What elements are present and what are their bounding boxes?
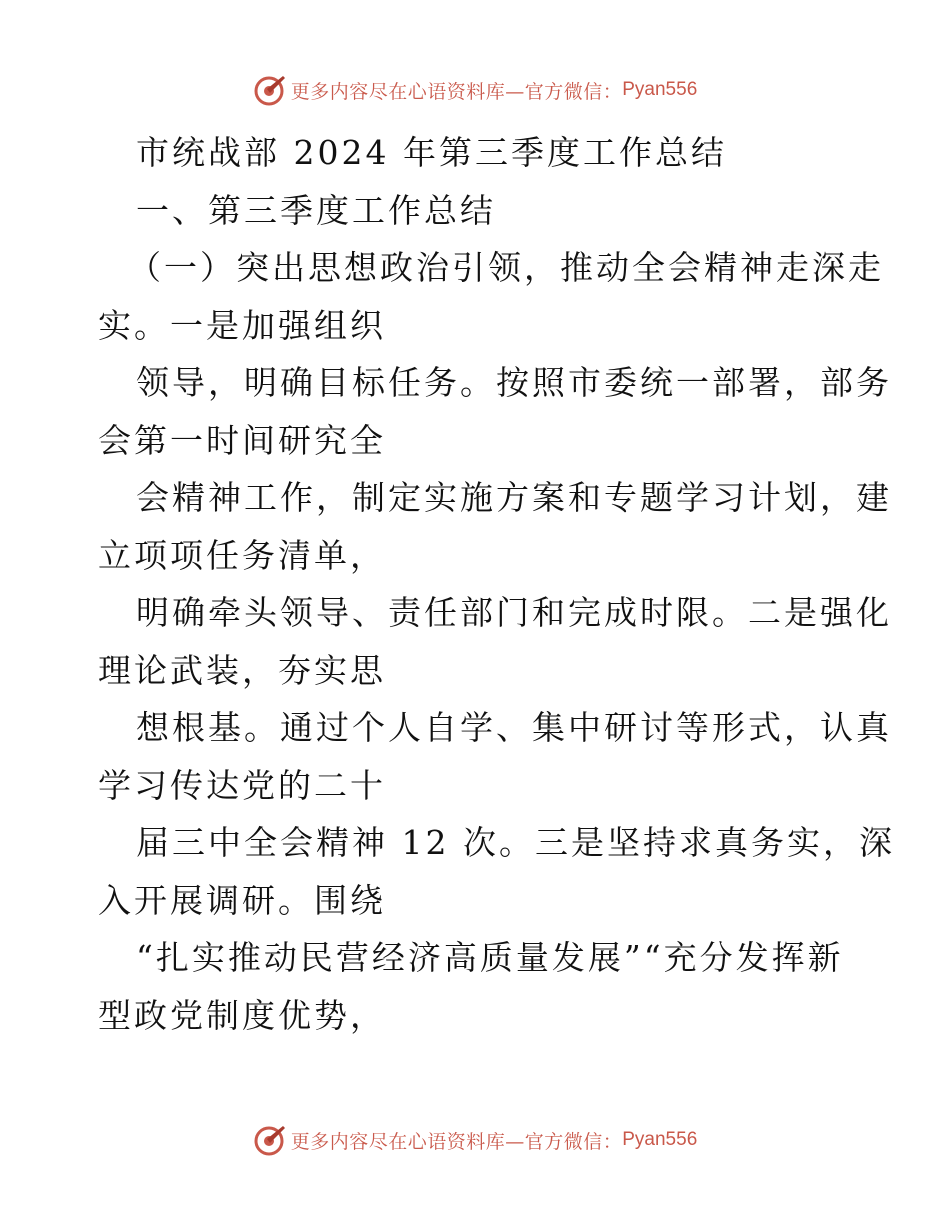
paragraph-line: “扎实推动民营经济高质量发展”“充分发挥新: [136, 938, 844, 977]
paragraph-line: 型政党制度优势，: [98, 995, 386, 1035]
paragraph-line: 届三中全会精神 12 次。三是坚持求真务实，深: [136, 823, 895, 862]
paragraph-line: 想根基。通过个人自学、集中研讨等形式，认真: [136, 708, 892, 747]
watermark-wechat-id: Pyan556: [622, 79, 698, 100]
watermark-text: 更多内容尽在心语资料库—官方微信：: [290, 1130, 623, 1153]
header-watermark: [0, 70, 950, 110]
paragraph-line: 会精神工作，制定实施方案和专题学习计划，建: [136, 478, 892, 517]
paragraph-line: 会第一时间研究全: [98, 420, 386, 460]
watermark-wechat-id: Pyan556: [622, 1129, 698, 1150]
paragraph-line: 学习传达党的二十: [98, 765, 386, 805]
paragraph-line: 明确牵头领导、责任部门和完成时限。二是强化: [136, 593, 892, 632]
watermark-text: 更多内容尽在心语资料库—官方微信：: [290, 80, 623, 103]
paragraph-line: 立项项任务清单，: [98, 535, 386, 575]
document-title: 市统战部 2024 年第三季度工作总结: [136, 133, 727, 172]
document-body: [98, 124, 895, 1044]
footer-watermark: [0, 1120, 950, 1160]
paragraph-line: （一）突出思想政治引领，推动全会精神走深走: [128, 248, 884, 287]
brush-logo-icon: [253, 73, 287, 107]
brush-logo-icon: [253, 1123, 287, 1157]
paragraph-line: 入开展调研。围绕: [98, 880, 386, 920]
paragraph-line: 理论武装，夯实思: [98, 650, 386, 690]
section-heading: 一、第三季度工作总结: [136, 190, 496, 230]
paragraph-line: 实。一是加强组织: [98, 305, 386, 345]
paragraph-line: 领导，明确目标任务。按照市委统一部署，部务: [136, 363, 892, 402]
